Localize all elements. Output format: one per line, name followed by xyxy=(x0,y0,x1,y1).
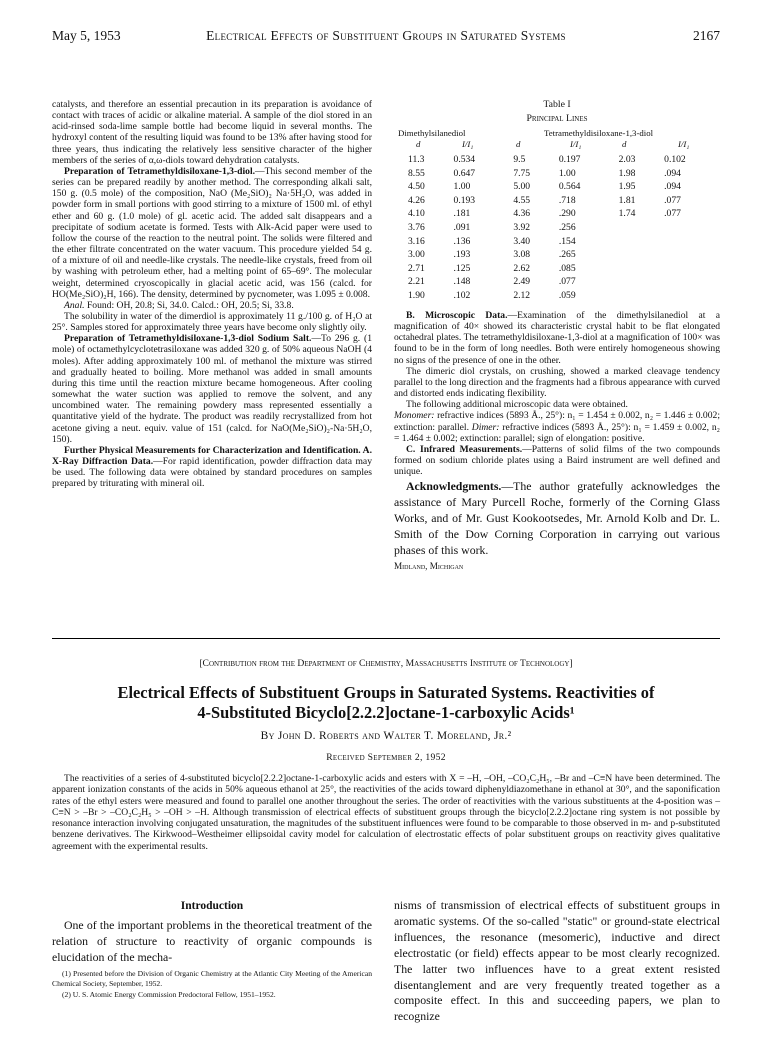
table-cell xyxy=(660,221,720,235)
header-date: May 5, 1953 xyxy=(52,28,121,43)
table-cell: 3.08 xyxy=(513,249,531,261)
table-cell xyxy=(660,248,720,262)
table-cell: .059 xyxy=(558,289,576,301)
table-cell: 8.55 xyxy=(408,167,425,179)
table-cell xyxy=(660,235,720,249)
paragraph-dimeric: The dimeric diol crystals, on crushing, showed a marked cleavage tendency parallel to the long direction and the fragments had a fibrous appearance with curved and distorted ends indicating flexibility. xyxy=(394,365,720,400)
table-row xyxy=(394,194,720,208)
table-cell: 4.55 xyxy=(513,194,531,206)
table-cell xyxy=(660,262,720,276)
paragraph-additional: The following additional microscopic data were obtained. xyxy=(406,399,628,411)
table-cell xyxy=(615,262,661,276)
paragraph-text: —This second member of the series can be prepared readily by another method. The corresponding alkali salt, 150 g. (0.5 mole) of the composition, NaO (Me₂SiO)₂ Na·5H₂O, was added in powder form in small portions with good stirring to a mixture of 1500 ml. of ethyl ether and 60 g. (1.0 mole) of gl. acetic acid. The added salt disappears and a precipitate of sodium acetate is formed. Tests with Alk-Acid paper were used to follow the course of the reaction to the neutral point. The solids were filtered and the ether filtrate concentrated on the water vacuum. This procedure yielded 54 g. of a mixture of oil and needle-like crystals. The needle-like crystals, freed from oil by washing with petroleum ether, had a melting point of 65–69°. The molecular weight, determined cryoscopically in glacial acetic acid, was 156 (calcd. for HO(Me₂SiO)₂H, 166). The density, determined by pycnometer, was 1.095 ± 0.008. xyxy=(52,165,372,300)
paragraph-text: —To 296 g. (1 mole) of octamethylcyclotetrasiloxane was added 320 g. of 50% aqueous NaOH (4 moles). After adding approximately 100 ml. of methanol the mixture was stirred and gradually heated to boiling. More methanol was added in small amounts during this time until the reaction mixture became homogeneous. After cooling somewhat the water suction was applied to remove the solvent, and any uncombined water. The remaining powdery mass represented essentially a quantitative yield of the hydrate. The product was readily recrystallized from hot acetone giving a neut. equiv. value of 151 (calcd. for NaO(Me₂SiO)₂-Na·5H₂O, 150). xyxy=(52,333,373,445)
table-cell: .091 xyxy=(453,221,471,233)
paragraph-xray xyxy=(52,445,372,490)
table-cell: 0.534 xyxy=(453,154,476,165)
footnote-1: (1) Presented before the Division of Organic Chemistry at the Atlantic City Meeting of the American Chemical Society, September, 1952. xyxy=(52,969,372,989)
table-cell: 0.647 xyxy=(453,167,476,179)
table-cell: .085 xyxy=(558,262,576,274)
table-cell: .148 xyxy=(453,276,471,288)
table-cell: 1.74 xyxy=(618,208,636,220)
section-head: C. Infrared Measurements. xyxy=(406,443,523,455)
table-cell: .094 xyxy=(664,181,681,193)
table-cell: 5.00 xyxy=(513,181,531,193)
table-cell: 4.26 xyxy=(408,194,425,206)
col-header-i: I/I₁ xyxy=(462,139,474,149)
paragraph-analysis xyxy=(52,300,372,311)
table-cell: 3.92 xyxy=(513,221,531,233)
introduction-right: nisms of transmission of electrical effects of substituent groups in aromatic systems. Of the so-called "static" or ground-state electrical influences, the resonance (mesomeric), inductive and direct electrostatic (or field) effects appear to be most clearly recognized. The latter two influences have to a great extent resisted disentanglement and are very frequently treated together as a composite effect. In this and succeeding papers, we plan to recognize xyxy=(394,898,720,1024)
table-title: Table I xyxy=(543,99,571,110)
table-cell: .125 xyxy=(453,262,471,274)
table-row xyxy=(394,167,720,181)
table-cell: 0.197 xyxy=(558,154,581,165)
table-cell: 1.00 xyxy=(453,181,471,193)
paragraph-text: —The author gratefully acknowledges the assistance of Mary Purcell Roche, formerly of the Corning Glass Works, and of Mr. Gust Kookootsedes, Mr. Arnold Kolb and Dr. L. Smith of the Dow Corning Corporation in carrying out various phases of this work. xyxy=(394,479,720,557)
table-cell: .256 xyxy=(558,221,576,233)
table-row xyxy=(394,289,720,303)
table-cell: 3.16 xyxy=(408,235,425,247)
table-cell: 4.36 xyxy=(513,208,531,220)
section-head: B. Microscopic Data. xyxy=(406,310,508,321)
table-cell xyxy=(615,275,661,289)
table-cell xyxy=(615,289,661,303)
dimer-text: refractive indices (5893 Å., 25°): n₁ = 1.459 ± 0.002, n₂ = 1.464 ± 0.002; extinction: parallel; sign of elongation: positive. xyxy=(394,421,720,444)
table-cell xyxy=(615,248,661,262)
table-cell: .077 xyxy=(664,208,681,220)
table-cell: 0.564 xyxy=(558,181,581,193)
group-header-monomer: Dimethylsilanediol xyxy=(398,128,466,138)
footnotes xyxy=(52,969,372,1000)
table-cell: 2.03 xyxy=(618,154,636,165)
paragraph-text: —For rapid identification, powder diffraction data may be used. The following data were obtained by standard procedures on samples prepared by triturating with mineral oil. xyxy=(52,456,372,490)
title-line-1: Electrical Effects of Substituent Groups in Saturated Systems. Reactivities of xyxy=(117,683,655,702)
table-cell: 11.3 xyxy=(408,154,425,165)
table-row xyxy=(394,221,720,235)
table-cell: 1.95 xyxy=(618,181,636,193)
anal-label: Anal. xyxy=(64,299,85,311)
table-cell: 3.76 xyxy=(408,221,425,233)
section-head: Preparation of Tetramethyldisiloxane-1,3-diol Sodium Salt. xyxy=(64,333,312,345)
table-row xyxy=(394,235,720,249)
col-header-d: d xyxy=(416,139,421,149)
paragraph-solubility: The solubility in water of the dimerdiol is approximately 11 g./100 g. of H₂O at 25°. Samples stored for approximately three years have become only slightly oily. xyxy=(52,310,372,334)
paragraph-microscopic xyxy=(394,310,720,366)
location: Midland, Michigan xyxy=(394,560,464,571)
table-cell: 2.21 xyxy=(408,276,425,288)
table-cell: 0.102 xyxy=(664,154,686,165)
table-cell: 2.62 xyxy=(513,262,531,274)
table-row xyxy=(394,207,720,221)
paragraph-text: —Examination of the dimethylsilanediol at a magnification of 40× showed its characteristic crystal habit to be flat elongated octahedral plates. The tetramethyldisiloxane-1,3-diol at a magnification of 100× was found to be in the form of long needles. Both were entirely homogeneous showing no signs of the presence of one in the other. xyxy=(394,310,720,366)
paragraph-refractive xyxy=(394,410,720,443)
table-cell: 4.50 xyxy=(408,181,425,193)
section-divider xyxy=(52,638,720,639)
left-column xyxy=(52,99,372,489)
table-cell xyxy=(660,289,720,303)
article-title xyxy=(52,683,720,723)
table-cell xyxy=(660,275,720,289)
right-column xyxy=(394,310,720,572)
table-cell xyxy=(615,235,661,249)
group-header-dimer: Tetramethyldisiloxane-1,3-diol xyxy=(544,128,654,138)
table-cell: 2.49 xyxy=(513,276,531,288)
col-header-i: I/I₁ xyxy=(570,139,582,149)
table-cell: 3.00 xyxy=(408,249,425,261)
table-cell: .136 xyxy=(453,235,471,247)
authors: By John D. Roberts and Walter T. Moreland, Jr.² xyxy=(260,730,512,742)
table-cell: 1.81 xyxy=(618,194,636,206)
col-header-d: d xyxy=(622,139,627,149)
header-page-number: 2167 xyxy=(693,28,720,43)
paragraph-text: Found: OH, 20.8; Si, 34.0. Calcd.: OH, 20.5; Si, 33.8. xyxy=(86,299,294,311)
ack-head: Acknowledgments. xyxy=(406,479,502,494)
table-cell: .265 xyxy=(558,249,576,261)
table-cell: 2.71 xyxy=(408,262,425,274)
table-cell xyxy=(615,221,661,235)
table-cell: .102 xyxy=(453,289,471,301)
paragraph-infrared xyxy=(394,444,720,477)
table-row xyxy=(394,248,720,262)
col-header-i: I/I₁ xyxy=(678,139,690,149)
table-cell: 1.98 xyxy=(618,167,636,179)
table-row xyxy=(394,153,720,167)
table-cell: 1.00 xyxy=(558,167,576,179)
table-cell: .181 xyxy=(453,208,471,220)
paragraph-catalysts: catalysts, and therefore an essential precaution in its preparation is avoidance of contact with traces of acidic or alkaline material. A sample of the diol stored in an acid-rinsed soda-lime sample bottle had become liquid in several months. The hydroxyl content of the resulting liquid was found to be 13% after having stood for three years, thus indicating the relatively less sensitive character of the higher members of the series of α,ω-diols toward dehydration catalysts. xyxy=(52,99,372,166)
table-cell: 0.193 xyxy=(453,194,476,206)
table-cell: 3.40 xyxy=(513,235,531,247)
paragraph-acknowledgments xyxy=(394,479,720,559)
table-cell: 2.12 xyxy=(513,289,531,301)
table-cell: 1.90 xyxy=(408,289,425,301)
table-subtitle: Principal Lines xyxy=(526,113,588,124)
section-head: Preparation of Tetramethyldisiloxane-1,3-diol. xyxy=(64,165,256,177)
table-cell: .718 xyxy=(558,194,576,206)
header-running-title: Electrical Effects of Substituent Groups in Saturated Systems xyxy=(206,28,566,43)
table-row xyxy=(394,275,720,289)
table-row xyxy=(394,180,720,194)
title-line-2: 4-Substituted Bicyclo[2.2.2]octane-1-carboxylic Acids¹ xyxy=(197,703,575,722)
table-row xyxy=(394,262,720,276)
dimer-label: Dimer: xyxy=(471,421,500,433)
received-date: Received September 2, 1952 xyxy=(326,752,446,763)
footnote-2: (2) U. S. Atomic Energy Commission Predoctoral Fellow, 1951–1952. xyxy=(62,989,276,999)
paragraph-preparation-diol xyxy=(52,166,372,300)
table-cell: .290 xyxy=(558,208,576,220)
table-cell: .077 xyxy=(558,276,576,288)
contribution-line: [Contribution from the Department of Chemistry, Massachusetts Institute of Technology] xyxy=(199,658,573,669)
paragraph-text: —Patterns of solid films of the two compounds formed on sodium chloride plates using a Baird instrument are well defined and unique. xyxy=(394,443,720,478)
page-header xyxy=(52,28,720,46)
table-cell: 9.5 xyxy=(513,154,526,165)
table-cell: .094 xyxy=(664,167,681,179)
introduction-heading: Introduction xyxy=(180,900,244,912)
paragraph-sodium-salt xyxy=(52,333,372,445)
abstract: The reactivities of a series of 4-substituted bicyclo[2.2.2]octane-1-carboxylic acids and esters with X = –H, –OH, –CO₂C₂H₅, –Br and –C≡N have been determined. The apparent ionization constants of the acids in 50% aqueous ethanol at 25°, the reactivities of the acids toward diphenyldiazomethane in ethanol at 30°, and the saponification rates of the ethyl esters were measured and found to parallel one another throughout the series. The order of reactivities with the various substituents at the 4-position was –C≡N > –Br > –CO₂C₂H₅ > –OH > –H. Although transmission of electrical effects of substituent groups through the bicyclo[2.2.2]octane ring system is not possible by resonance interaction involving conjugated unsaturation, the magnitudes of the substituent influences were found to be comparable to those observed in m- and p-substituted benzene derivatives. The Kirkwood–Westheimer ellipsoidal cavity model for calculation of electrostatic effects of polar substituent groups on reactivity gives qualitative agreement with the experimental results. xyxy=(52,773,720,852)
table-cell: .077 xyxy=(664,194,681,206)
principal-lines-table xyxy=(394,153,720,303)
table-cell: .154 xyxy=(558,235,576,247)
monomer-label: Monomer: xyxy=(394,410,435,422)
table-cell: 7.75 xyxy=(513,167,531,179)
table-cell: 4.10 xyxy=(408,208,425,220)
col-header-d: d xyxy=(516,139,521,149)
monomer-text: refractive indices (5893 Å., 25°): n₁ = 1.454 ± 0.002, n₂ = 1.446 ± 0.002; extinction: parallel. xyxy=(394,410,720,433)
table-cell: .193 xyxy=(453,249,471,261)
section-head: Further Physical Measurements for Characterization and Identification. A. X-Ray Diffraction Data. xyxy=(52,444,372,467)
introduction-left: One of the important problems in the theoretical treatment of the relation of structure to reactivity of organic compounds is elucidation of the mecha- xyxy=(52,918,372,964)
